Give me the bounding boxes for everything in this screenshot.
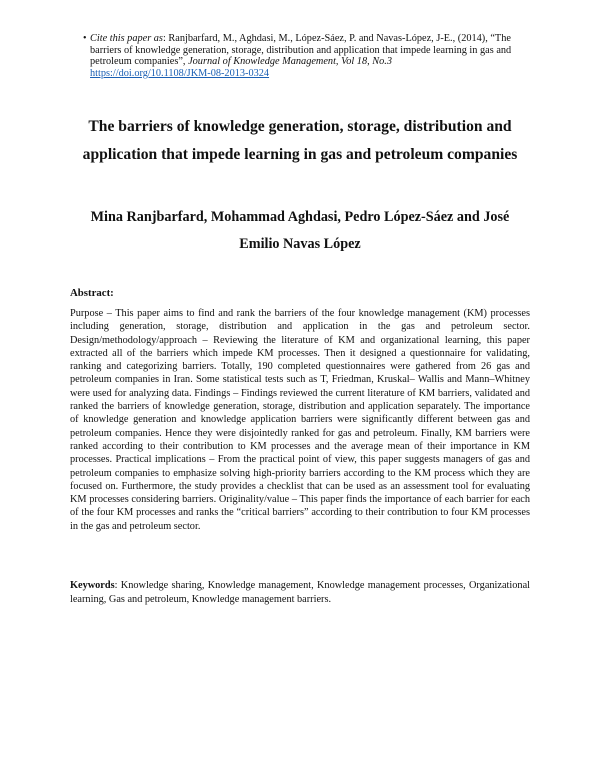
keywords-text: : Knowledge sharing, Knowledge management, Knowledge management processes, Organizational learning, Gas and petroleum, Knowledge management barriers. (70, 580, 530, 605)
citation-text: : Ranjbarfard, M., Aghdasi, M., López-Sáez, P. and Navas-López, J-E., (2014), “The barriers of knowledge generation, storage, distribution and application that impede learning in gas and petroleum companies”, (90, 33, 512, 68)
keywords-label: Keywords (70, 580, 115, 591)
abstract-body: Purpose – This paper aims to find and rank the barriers of the four knowledge management (KM) processes including generation, storage, distribution and application in the gas and petroleum sector. Design/methodology/approach – Reviewing the literature of KM and organizational learning, this paper extracted all of the barriers which impede KM processes. Then it designed a questionnaire for validating, ranking and categorizing barriers. Totally, 190 completed questionnaires were gathered from 26 gas and petroleum companies in Iran. Some statistical tests such as T, Friedman, Kruskal– Wallis and Mann–Whitney were used for analyzing data. Findings – Findings reviewed the current literature of KM barriers, validated and ranked the barriers of knowledge generation, storage, distribution and application separately. The importance of knowledge generation and knowledge application barriers were significantly different between gas and petroleum companies. Hence they were disjointedly ranked for gas and petroleum. Finally, KM barriers were ranked according to their contribution to KM processes and the average mean of their importance in KM processes. Practical implications – From the practical point of view, this paper suggests managers of gas and petroleum companies to emphasize solving high-priority barriers according to the KM process which they are focused on. Furthermore, the study provides a checklist that can be used as an assessment tool for evaluating KM processes considering barriers. Originality/value – This paper finds the importance of each barrier for each of the four KM processes and ranks the “critical barriers” according to their contribution to four KM processes in the gas and petroleum sector. (70, 308, 530, 532)
author-list: Mina Ranjbarfard, Mohammad Aghdasi, Pedro López-Sáez and José Emilio Navas López (90, 209, 510, 252)
citation-block (83, 33, 540, 79)
citation-journal: Journal of Knowledge Management, Vol 18, No.3 (188, 56, 392, 68)
citation-prefix: Cite this paper as (90, 33, 163, 44)
keywords-paragraph (70, 579, 530, 606)
bullet-icon: • (83, 33, 87, 44)
abstract-heading: Abstract: (70, 287, 114, 299)
doi-link[interactable]: https://doi.org/10.1108/JKM-08-2013-0324 (90, 67, 270, 79)
paper-title: The barriers of knowledge generation, storage, distribution and application that impede learning in gas and petroleum companies (82, 118, 518, 163)
